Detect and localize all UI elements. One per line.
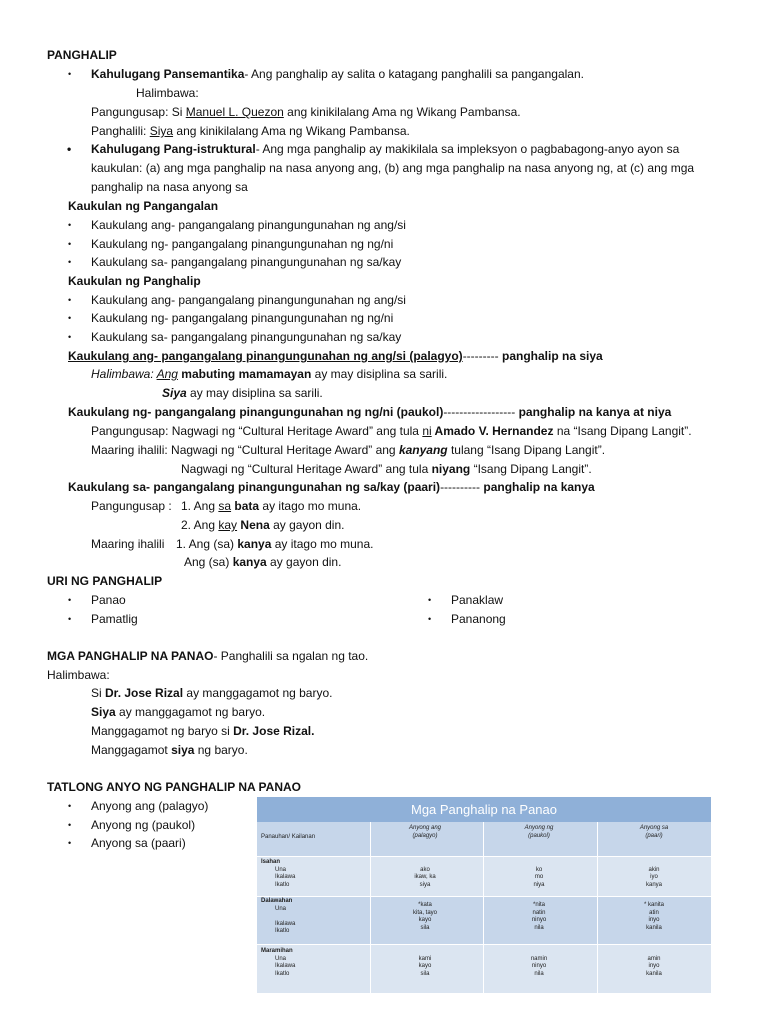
bullet: •: [68, 595, 72, 605]
sa-ihalili-1: 1. Ang (sa) kanya ay itago mo muna.: [176, 537, 374, 551]
dalawahan-sa: * kanita atin inyo kanila: [643, 902, 664, 931]
sem-panghalili: Panghalili: Siya ang kinikilalang Ama ng Wikang Pambansa.: [91, 124, 410, 138]
bullet: •: [68, 614, 72, 624]
list-item: Kaukulang ang- pangangalang pinangungunahan ng ang/si: [91, 218, 406, 232]
ng-ihalili-1: Maaring ihalili: Nagwagi ng “Cultural Heritage Award” ang kanyang tulang “Isang Dipang Langit”.: [91, 443, 606, 457]
header-anyong-ng: Anyong ng (paukol): [524, 825, 554, 839]
ng-title: Kaukulang ng- pangangalang pinangungunahan ng ng/ni (paukol)------------------ panghalip na kanya at niya: [68, 405, 672, 419]
group-label-dalawahan: Dalawahan Una Ikalawa Ikatlo: [261, 898, 296, 935]
bullet: •: [68, 332, 72, 342]
list-item: Kaukulang ng- pangangalang pinangungunahan ng ng/ni: [91, 237, 394, 251]
sa-pangungusap-2: 2. Ang kay Nena ay gayon din.: [181, 518, 345, 532]
list-item: Panao: [91, 593, 126, 607]
bullet: •: [68, 220, 72, 230]
isahan-ang: ako ikaw, ka siya: [414, 866, 436, 888]
maramihan-ang: kami kayo sila: [418, 955, 432, 977]
bullet: •: [428, 595, 432, 605]
heading-panghalip: PANGHALIP: [47, 48, 117, 62]
maramihan-ng: namin ninyo nila: [530, 955, 548, 977]
bullet: •: [68, 239, 72, 249]
ng-ihalili-2: Nagwagi ng “Cultural Heritage Award” ang tula niyang “Isang Dipang Langit”.: [181, 462, 592, 476]
bullet: •: [68, 820, 72, 830]
list-item: Pananong: [451, 612, 506, 626]
header-anyong-sa: Anyong sa (paari): [639, 825, 669, 839]
list-item: Pamatlig: [91, 612, 138, 626]
sem-halimbawa: Halimbawa:: [136, 86, 199, 100]
table-title: Mga Panghalip na Panao: [257, 797, 711, 822]
header-panauhan: Panauhan/ Kailanan: [261, 834, 316, 840]
isahan-ng: ko mo niya: [533, 866, 545, 888]
sa-pangungusap-1: 1. Ang sa bata ay itago mo muna.: [181, 499, 362, 513]
ang-example-1: Halimbawa: Ang mabuting mamamayan ay may disiplina sa sarili.: [91, 367, 448, 381]
bullet: •: [67, 142, 72, 156]
list-item: Kaukulang ng- pangangalang pinangungunahan ng ng/ni: [91, 311, 394, 325]
bullet: •: [68, 801, 72, 811]
sem-pangungusap: Pangungusap: Si Manuel L. Quezon ang kinikilalang Ama ng Wikang Pambansa.: [91, 105, 521, 119]
bullet: •: [428, 614, 432, 624]
panao-example-4: Manggagamot siya ng baryo.: [91, 743, 248, 757]
str-line-3: panghalip na nasa anyong sa: [91, 180, 248, 194]
group-label-maramihan: Maramihan Una Ikalawa Ikatlo: [261, 948, 296, 977]
maramihan-sa: amin inyo kanila: [646, 955, 662, 977]
panao-title: MGA PANGHALIP NA PANAO- Panghalili sa ngalan ng tao.: [47, 649, 369, 663]
list-item: Anyong ang (palagyo): [91, 799, 209, 813]
panao-halimbawa: Halimbawa:: [47, 668, 110, 682]
str-line-2: kaukulan: (a) ang mga panghalip na nasa anyong ang, (b) ang mga panghalip na nasa anyong ng, at (c) ang mga: [91, 161, 695, 175]
bullet: •: [68, 295, 72, 305]
kaukulan-pangngalan-title: Kaukulan ng Pangangalan: [68, 199, 219, 213]
sa-ihalili-2: Ang (sa) kanya ay gayon din.: [184, 555, 342, 569]
sa-title: Kaukulang sa- pangangalang pinangungunahan ng sa/kay (paari)---------- panghalip na kanya: [68, 480, 595, 494]
bullet: •: [68, 69, 72, 79]
list-item: Anyong sa (paari): [91, 836, 186, 850]
panao-example-3: Manggagamot ng baryo si Dr. Jose Rizal.: [91, 724, 315, 738]
sem-line: Kahulugang Pansemantika- Ang panghalip ay salita o katagang panghalili sa pangangalan.: [91, 67, 584, 81]
bullet: •: [68, 313, 72, 323]
list-item: Kaukulang ang- pangangalang pinangungunahan ng ang/si: [91, 293, 406, 307]
bullet: •: [68, 257, 72, 267]
panao-example-1: Si Dr. Jose Rizal ay manggagamot ng baryo.: [91, 686, 333, 700]
sa-ihalili-label: Maaring ihalili: [91, 537, 165, 551]
kaukulan-panghalip-title: Kaukulan ng Panghalip: [68, 274, 201, 288]
ang-title: Kaukulang ang- pangangalang pinangungunahan ng ang/si (palagyo)--------- panghalip na siya: [68, 349, 603, 363]
group-label-isahan: Isahan Una Ikalawa Ikatlo: [261, 859, 296, 888]
header-anyong-ang: Anyong ang (palagyo): [408, 825, 442, 839]
list-item: Anyong ng (paukol): [91, 818, 196, 832]
list-item: Kaukulang sa- pangangalang pinangungunahan ng sa/kay: [91, 255, 402, 269]
dalawahan-ang: *kata kita, tayo kayo sila: [412, 902, 437, 931]
uri-title: URI NG PANGHALIP: [47, 574, 163, 588]
list-item: Panaklaw: [451, 593, 504, 607]
tatlo-title: TATLONG ANYO NG PANGHALIP NA PANAO: [47, 780, 301, 794]
isahan-sa: akin iyo kanya: [645, 866, 662, 888]
bullet: •: [68, 838, 72, 848]
list-item: Kaukulang sa- pangangalang pinangungunahan ng sa/kay: [91, 330, 402, 344]
ang-example-2: Siya ay may disiplina sa sarili.: [162, 386, 323, 400]
str-line-1: Kahulugang Pang-istruktural- Ang mga panghalip ay makikilala sa impleksyon o pagbabagong-anyo ayon sa: [91, 142, 680, 156]
panao-example-2: Siya ay manggagamot ng baryo.: [91, 705, 266, 719]
ng-pangungusap: Pangungusap: Nagwagi ng “Cultural Heritage Award” ang tula ni Amado V. Hernandez na “Isang Dipang Langit”.: [91, 424, 692, 438]
panao-table: [257, 797, 711, 993]
dalawahan-ng: *nita natin ninyo nila: [531, 902, 547, 931]
sa-pangungusap-label: Pangungusap :: [91, 499, 172, 513]
